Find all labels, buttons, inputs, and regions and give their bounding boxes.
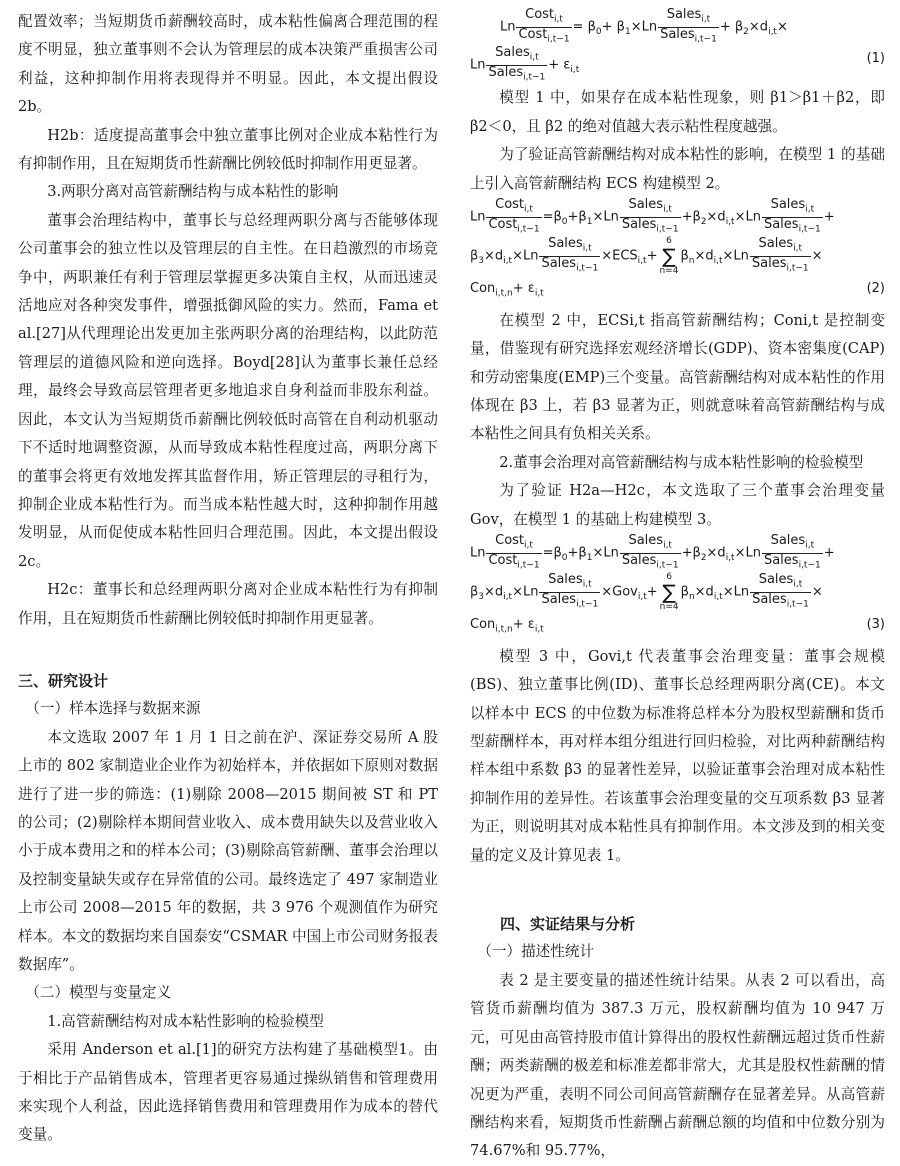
- paragraph: 模型 1 中，如果存在成本粘性现象，则 β1＞β1＋β2，即 β2＜0，且 β2 的绝对值越大表示粘性程度越强。: [470, 89, 885, 135]
- equation-number: (2): [866, 281, 885, 297]
- paragraph: 为了验证 H2a—H2c，本文选取了三个董事会治理变量 Gov，在模型 1 的基础上构建模型 3。: [470, 482, 885, 528]
- right-column: [470, 8, 885, 1166]
- equation-3-cont: $\beta_3\times d_{i,t}\times Ln$ $\frac{Sales_{i,t}}{Sales_{i,t-1}}$ ×Gov$_{i,t}$+6 ∑ $n=4\beta_n\times d_{i,t}\times Ln$ $\frac{Sales_{i,t}}{Sales_{i,t-1}}$ ×: [470, 572, 823, 613]
- subsection-heading: （一）描述性统计: [477, 943, 595, 961]
- hypothesis-h2c: H2c：董事长和总经理两职分离对企业成本粘性行为有抑制作用，且在短期货币性薪酬比例较低时抑制作用更显著。: [18, 581, 438, 627]
- paragraph: 采用 Anderson et al.[1]的研究方法构建了基础模型1。由于相比于产品销售成本，管理者更容易通过操纵销售和管理费用来实现个人利益，因此选择销售费用和管理费用作为成本的替代变量。: [18, 1041, 438, 1144]
- paragraph: 本文选取 2007 年 1 月 1 日之前在沪、深证券交易所 A 股上市的 802 家制造业企业作为初始样本，并依据如下原则对数据进行了进一步的筛选：(1)剔除 2008—2015 期间被 ST 和 PT 的公司；(2)剔除样本期间营业收入、成本费用缺失以及营业收入小于成本费用之和的样本公司；(3)剔除高管薪酬、董事会治理以及控制变量缺失或存在异常值的公司。最终选定了 497 家制造业上市公司 2008—2015 年的数据，共 3 976 个观测值作为研究样本。本文的数据均来自国泰安“CSMAR 中国上市公司财务报表数据库”。: [18, 728, 438, 973]
- subsection-title: 1.高管薪酬结构对成本粘性影响的检验模型: [47, 1012, 324, 1030]
- section-heading: 四、实证结果与分析: [500, 915, 636, 934]
- paragraph: 为了验证高管薪酬结构对成本粘性的影响，在模型 1 的基础上引入高管薪酬结构 ECS 构建模型 2。: [470, 146, 885, 192]
- paragraph: 在模型 2 中，ECSi,t 指高管薪酬结构；Coni,t 是控制变量，借鉴现有研究选择宏观经济增长(GDP)、资本密集度(CAP)和劳动密集度(EMP)三个变量。高管薪酬结构对成本粘性的作用体现在 β3 上，若 β3 显著为正，则就意味着高管薪酬结构与成本粘性之间具有负相关关系。: [470, 311, 885, 443]
- equation-1-cont: Ln $\frac{Sales_{i,t}}{Sales_{i,t-1}}$ + $\varepsilon_{i,t}$ (1): [470, 45, 885, 83]
- hypothesis-h2b: H2b：适度提高董事会中独立董事比例对企业成本粘性行为有抑制作用，且在短期货币性薪酬比例较低时抑制作用更显著。: [18, 126, 438, 173]
- equation-3: Ln $\frac{Cost_{i,t}}{Cost_{i,t-1}}$ $=\beta_0+\beta_1\times Ln$ $\frac{Sales_{i,t}}{Sales_{i,t-1}}$ $+\beta_2\times d_{i,t}\times Ln$ $\frac{Sales_{i,t}}{Sales_{i,t-1}}$ +: [470, 533, 835, 571]
- equation-1: Ln $\frac{Cost_{i,t}}{Cost_{i,t-1}}$ = $\beta_0+ \beta_1\times Ln$ $\frac{Sales_{i,t}}{Sales_{i,t-1}}$ + $\beta_2\times d_{i,t}\times$: [500, 7, 788, 45]
- section-heading: 三、研究设计: [18, 671, 109, 690]
- equation-3-end: $Con_{i,t,n}+ \varepsilon_{i,t}$ (3): [470, 612, 885, 643]
- paragraph: 模型 3 中，Govi,t 代表董事会治理变量：董事会规模(BS)、独立董事比例(ID)、董事长总经理两职分离(CE)。本文以样本中 ECS 的中位数为标准将总样本分为股权型薪酬和货币型薪酬样本，再对样本组分组进行回归检验，对比两种薪酬结构样本组中系数 β3 的显著性差异，以验证董事会治理对成本粘性抑制作用的差异性。若该董事会治理变量的交互项系数 β3 显著为正，则说明其对成本粘性具有抑制作用。本文涉及到的相关变量的定义及计算见表 1。: [470, 647, 885, 864]
- subsection-title: 2.董事会治理对高管薪酬结构与成本粘性影响的检验模型: [499, 453, 864, 471]
- equation-2-cont: $\beta_3\times d_{i,t}\times Ln$ $\frac{Sales_{i,t}}{Sales_{i,t-1}}$ $\times ECS_{i,t}+6$ ∑ $n=4\beta_n\times d_{i,t}\times Ln$ $\frac{Sales_{i,t}}{Sales_{i,t-1}}$ ×: [470, 236, 823, 277]
- subsection-heading: （二）模型与变量定义: [25, 984, 172, 1002]
- paragraph: 董事会治理结构中，董事长与总经理两职分离与否能够体现公司董事会的独立性以及管理层的自主性。在日趋激烈的市场竞争中，两职兼任有利于管理层掌握更多决策自主权，从而迅速灵活地应对各种突发事件，增强抵御风险的实力。然而，Fama et al.[27]从代理理论出发更加主张两职分离的治理结构，以此防范管理层的道德风险和逆向选择。Boyd[28]认为董事长兼任总经理，最终会导致高层管理者更多地追求自身利益而非股东利益。因此，本文认为当短期货币薪酬比例较低时高管在自利动机驱动下不适时地调整资源，从而导致成本粘性程度过高，两职分离下的董事会将更有效地发挥其监督作用，矫正管理层的寻租行为，抑制企业成本粘性行为。而当成本粘性越大时，这种抑制作用越发明显，从而促使成本粘性回归合理范围。因此，本文提出假设 2c。: [18, 211, 438, 570]
- equation-2: Ln $\frac{Cost_{i,t}}{Cost_{i,t-1}}$ $=\beta_0+\beta_1\times Ln$ $\frac{Sales_{i,t}}{Sales_{i,t-1}}$ $+\beta_2\times d_{i,t}\times Ln$ $\frac{Sales_{i,t}}{Sales_{i,t-1}}$ +: [470, 197, 835, 235]
- subsection-heading: （一）样本选择与数据来源: [25, 700, 201, 718]
- paragraph: 表 2 是主要变量的描述性统计结果。从表 2 可以看出，高管货币薪酬均值为 387.3 万元，股权薪酬均值为 10 947 万元，可见由高管持股市值计算得出的股权性薪酬远超过货币性薪酬；两类薪酬的极差和标准差都非常大，尤其是股权性薪酬的情况更为严重，表明不同公司间高管薪酬存在显著差异。从高管薪酬结构来看，短期货币性薪酬占薪酬总额的均值和中位数分别为 74.67%和 95.77%，: [470, 971, 885, 1160]
- equation-number: (1): [866, 51, 885, 67]
- subsection-title: 3.两职分离对高管薪酬结构与成本粘性的影响: [47, 183, 339, 201]
- equation-2-end: $Con_{i,t,n}+ \varepsilon_{i,t}$ (2): [470, 276, 885, 307]
- equation-number: (3): [866, 617, 885, 633]
- paragraph: 配置效率；当短期货币薪酬较高时，成本粘性偏离合理范围的程度不明显，独立董事则不会认为管理层的成本决策严重损害公司利益，这种抑制作用将表现得并不明显。因此，本文提出假设 2b。: [18, 13, 438, 116]
- left-column: [18, 8, 438, 1150]
